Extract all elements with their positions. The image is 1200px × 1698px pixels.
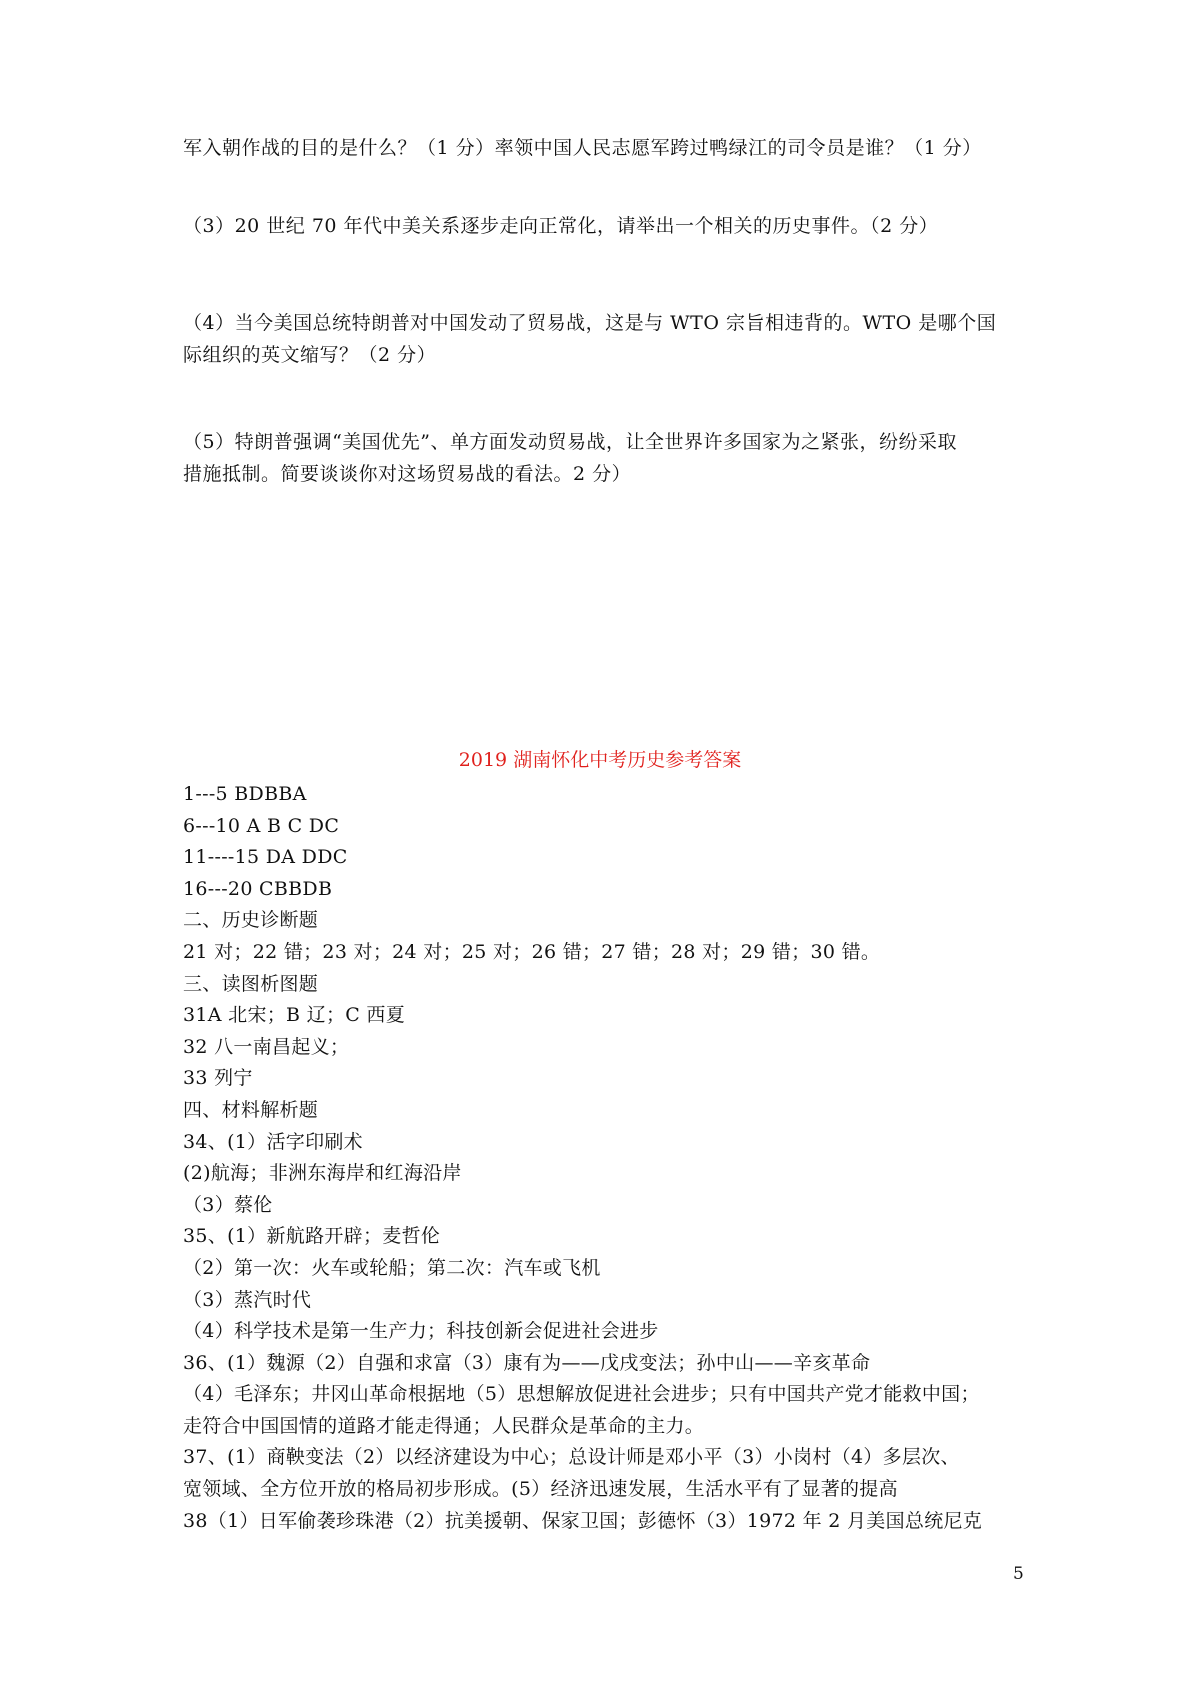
question-text-line-2: 际组织的英文缩写？（2 分） <box>183 344 437 366</box>
answer-line: 36、(1）魏源（2）自强和求富（3）康有为——戊戌变法；孙中山——辛亥革命 <box>183 1351 871 1374</box>
answer-line: 宽领域、全方位开放的格局初步形成。(5）经济迅速发展，生活水平有了显著的提高 <box>183 1478 898 1501</box>
answer-line: 33 列宁 <box>183 1067 253 1090</box>
answer-line: 二、历史诊断题 <box>183 909 319 932</box>
question-5 <box>183 426 1033 490</box>
question-2-continuation <box>183 132 1033 164</box>
answer-line: 1---5 BDBBA <box>183 783 307 805</box>
answer-line: (2)航海；非洲东海岸和红海沿岸 <box>183 1162 462 1185</box>
answer-line: 11----15 DA DDC <box>183 846 348 869</box>
page-number: 5 <box>1013 1564 1024 1584</box>
answer-line: 34、(1）活字印刷术 <box>183 1130 363 1153</box>
answer-key-title: 2019 湖南怀化中考历史参考答案 <box>458 749 742 771</box>
answer-line: （3）蒸汽时代 <box>183 1288 312 1311</box>
answer-line: 38（1）日军偷袭珍珠港（2）抗美援朝、保家卫国；彭德怀（3）1972 年 2 月美国总统尼克 <box>183 1509 983 1532</box>
answer-line: 35、(1）新航路开辟；麦哲伦 <box>183 1225 441 1248</box>
answer-line: 21 对；22 错；23 对；24 对；25 对；26 错；27 错；28 对；29 错；30 错。 <box>183 940 881 963</box>
answer-line: 32 八一南昌起义； <box>183 1035 350 1058</box>
answer-line: （4）毛泽东；井冈山革命根据地（5）思想解放促进社会进步；只有中国共产党才能救中国； <box>183 1383 980 1406</box>
answer-line: 6---10 A B C DC <box>183 814 340 837</box>
answer-line: 走符合中国国情的道路才能走得通；人民群众是革命的主力。 <box>183 1414 705 1437</box>
question-text-line-1: （4）当今美国总统特朗普对中国发动了贸易战，这是与 WTO 宗旨相违背的。WTO 是哪个国 <box>183 312 997 334</box>
answer-line: 三、读图析图题 <box>183 972 319 995</box>
question-3 <box>183 210 1033 242</box>
answer-line: 四、材料解析题 <box>183 1098 319 1121</box>
answer-line: （4）科学技术是第一生产力；科技创新会促进社会进步 <box>183 1320 659 1343</box>
question-text: 军入朝作战的目的是什么？（1 分）率领中国人民志愿军跨过鸭绿江的司令员是谁？（1 分） <box>183 137 982 159</box>
answer-line: （3）蔡伦 <box>183 1193 273 1216</box>
question-text-line-1: （5）特朗普强调“美国优先”、单方面发动贸易战，让全世界许多国家为之紧张，纷纷采取 <box>183 431 958 453</box>
answer-line: 16---20 CBBDB <box>183 877 333 900</box>
question-4 <box>183 307 1033 371</box>
question-text: （3）20 世纪 70 年代中美关系逐步走向正常化，请举出一个相关的历史事件。（2 分） <box>183 215 939 237</box>
answer-line: （2）第一次：火车或轮船；第二次：汽车或飞机 <box>183 1256 601 1279</box>
answer-line: 37、(1）商鞅变法（2）以经济建设为中心；总设计师是邓小平（3）小岗村（4）多层次、 <box>183 1446 960 1469</box>
answer-key-list <box>183 779 1033 1537</box>
answer-line: 31A 北宋；B 辽；C 西夏 <box>183 1004 406 1027</box>
question-text-line-2: 措施抵制。简要谈谈你对这场贸易战的看法。2 分） <box>183 463 632 485</box>
